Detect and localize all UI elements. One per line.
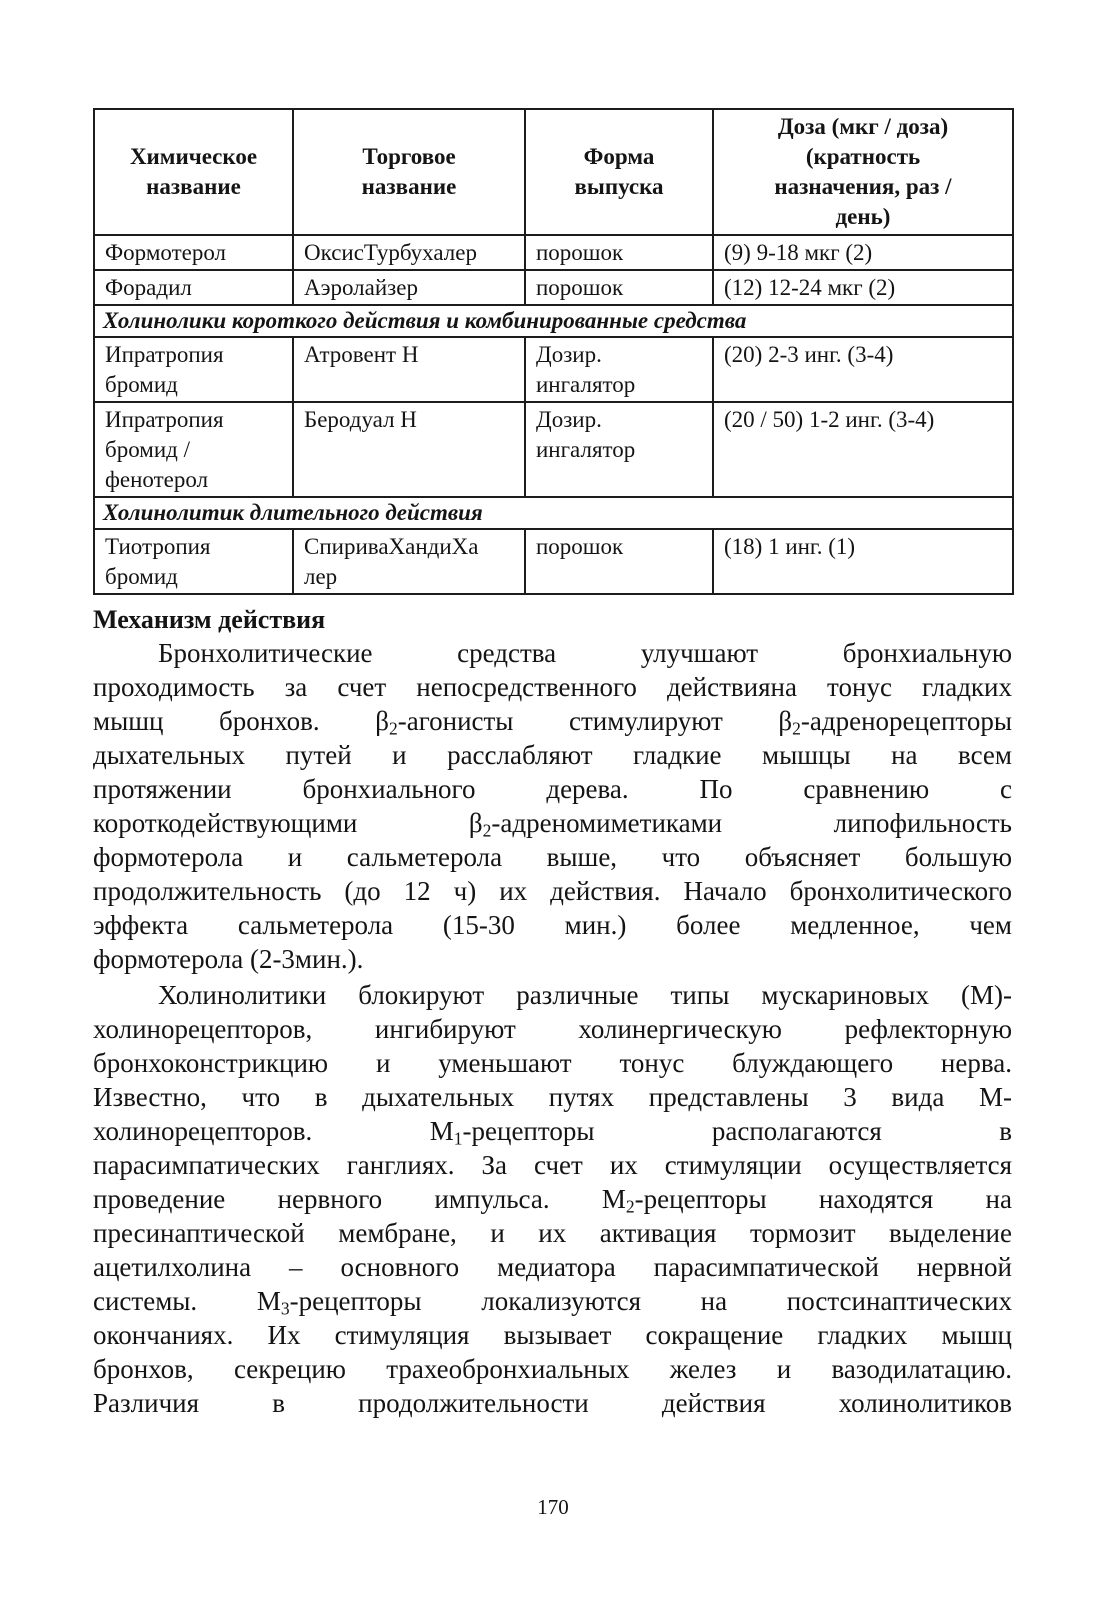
text-line: пресинаптической мембране, и их активация тормозит выделение [93, 1218, 1012, 1248]
text-line: холинорецепторов. $М_1$-рецепторы располагаются в [93, 1116, 1012, 1149]
table-header-row [94, 109, 1013, 235]
text-line: формотерола и сальметерола выше, что объясняет большую [93, 842, 1012, 872]
cell-release-form: Дозир. ингалятор [525, 337, 713, 402]
cell-trade-name: ОксисТурбухалер [293, 235, 525, 270]
text-line: Холинолитики блокируют различные типы мускариновых (М)- [158, 980, 1012, 1010]
cell-trade-name: Атровент Н [293, 337, 525, 402]
text-line: продолжительность (до 12 ч) их действия. Начало бронхолитического [93, 876, 1012, 906]
page-number: 170 [537, 1495, 569, 1519]
table-row [94, 337, 1013, 402]
cell-dose: (12) 12-24 мкг (2) [713, 270, 1013, 305]
cell-chemical-name: Формотерол [94, 235, 293, 270]
text-line: протяжении бронхиального дерева. По сравнению с [93, 774, 1012, 804]
text-line: эффекта сальметерола (15-30 мин.) более медленное, чем [93, 910, 1012, 940]
table-group-row [94, 497, 1013, 529]
cell-chemical-name: Ипратропия бромид [94, 337, 293, 402]
cell-release-form: порошок [525, 270, 713, 305]
cell-trade-name: СпириваХандиХа лер [293, 529, 525, 594]
table-row [94, 402, 1013, 497]
cell-trade-name: Аэролайзер [293, 270, 525, 305]
text-line: бронхоконстрикцию и уменьшают тонус блуждающего нерва. [93, 1048, 1012, 1078]
text-line: парасимпатических ганглиях. За счет их стимуляции осуществляется [93, 1150, 1012, 1180]
text-line: проходимость за счет непосредственного действияна тонус гладких [93, 672, 1012, 702]
text-line: Различия в продолжительности действия холинолитиков [93, 1388, 1012, 1418]
cell-dose: (20 / 50) 1-2 инг. (3-4) [713, 402, 1013, 497]
drug-table [93, 108, 1014, 595]
cell-dose: (9) 9-18 мкг (2) [713, 235, 1013, 270]
header-trade-name: Торговое название [293, 109, 525, 235]
header-release-form: Форма выпуска [525, 109, 713, 235]
text-line: Бронхолитические средства улучшают бронхиальную [158, 638, 1012, 668]
cell-chemical-name: Тиотропия бромид [94, 529, 293, 594]
text-line: окончаниях. Их стимуляция вызывает сокращение гладких мышц [93, 1320, 1012, 1350]
table-row [94, 270, 1013, 305]
header-chemical-name: Химическое название [94, 109, 293, 235]
text-line: бронхов, секрецию трахеобронхиальных желез и вазодилатацию. [93, 1354, 1012, 1384]
cell-chemical-name: Ипратропия бромид / фенотерол [94, 402, 293, 497]
table-row [94, 235, 1013, 270]
table-group-row [94, 305, 1013, 337]
text-line: мышц бронхов. $\beta_2$-агонисты стимулируют $\beta_2$-адренорецепторы [93, 706, 1012, 739]
cell-trade-name: Беродуал Н [293, 402, 525, 497]
text-line: Известно, что в дыхательных путях представлены 3 вида М- [93, 1082, 1012, 1112]
text-line: холинорецепторов, ингибируют холинергическую рефлекторную [93, 1014, 1012, 1044]
group-heading-short-acting: Холинолики короткого действия и комбинированные средства [94, 305, 1013, 337]
text-line: дыхательных путей и расслабляют гладкие мышцы на всем [93, 740, 1012, 770]
cell-chemical-name: Форадил [94, 270, 293, 305]
section-title: Механизм действия [93, 605, 326, 634]
cell-dose: (18) 1 инг. (1) [713, 529, 1013, 594]
text-line: короткодействующими $\beta_2$-адреномиметиками липофильность [93, 808, 1012, 841]
text-line: проведение нервного импульса. $М_2$-рецепторы находятся на [93, 1184, 1012, 1217]
table-row [94, 529, 1013, 594]
cell-release-form: порошок [525, 529, 713, 594]
group-heading-long-acting: Холинолитик длительного действия [94, 497, 1013, 529]
cell-dose: (20) 2-3 инг. (3-4) [713, 337, 1013, 402]
header-dose: Доза (мкг / доза) (кратность назначения, раз / день) [713, 109, 1013, 235]
cell-release-form: порошок [525, 235, 713, 270]
text-line: ацетилхолина – основного медиатора парасимпатической нервной [93, 1252, 1012, 1282]
cell-release-form: Дозир. ингалятор [525, 402, 713, 497]
text-line: формотерола (2-3мин.). [93, 944, 364, 974]
text-line: системы. $М_3$-рецепторы локализуются на постсинаптических [93, 1286, 1013, 1319]
